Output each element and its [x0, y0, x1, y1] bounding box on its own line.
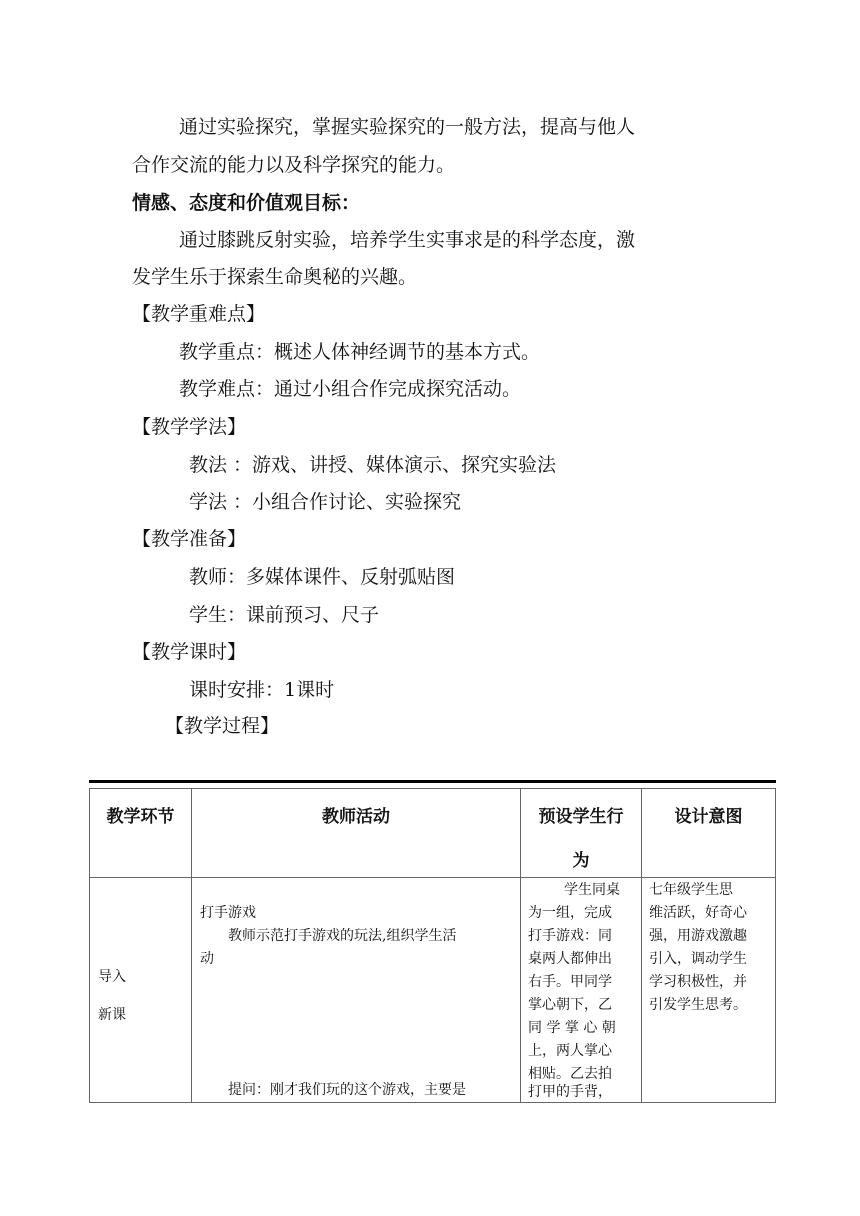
teacher-activity-line: 教师示范打手游戏的玩法,组织学生活 — [228, 928, 457, 944]
student-behavior-line: 右手。甲同学 — [528, 974, 612, 990]
section-heading: 【教学准备】 — [132, 528, 247, 550]
student-behavior-line: 同 学 掌 心 朝 — [528, 1020, 616, 1036]
teacher-question: 提问：刚才我们玩的这个游戏，主要是 — [228, 1082, 466, 1098]
student-behavior-line: 相贴。乙去拍 — [528, 1066, 612, 1082]
paragraph-line: 通过膝跳反射实验，培养学生实事求是的科学态度，激 — [179, 229, 636, 251]
teacher-activity-title: 打手游戏 — [200, 905, 256, 921]
table-col-border — [191, 788, 192, 1103]
student-behavior-line: 打甲的手背， — [528, 1084, 612, 1100]
process-table — [89, 780, 776, 1103]
student-behavior-line: 为一组，完成 — [528, 905, 612, 921]
paragraph-line: 发学生乐于探索生命奥秘的兴趣。 — [132, 266, 418, 288]
key-point: 教学重点：概述人体神经调节的基本方式。 — [179, 341, 541, 363]
header-stage: 教学环节 — [106, 807, 175, 827]
student-behavior-line: 桌两人都伸出 — [528, 951, 612, 967]
section-heading: 【教学重难点】 — [132, 303, 266, 325]
section-heading: 【教学课时】 — [132, 641, 247, 663]
section-heading: 【教学学法】 — [132, 416, 247, 438]
teaching-method: 教法 ：游戏、讲授、媒体演示、探究实验法 — [189, 454, 557, 476]
teacher-prep: 教师：多媒体课件、反射弧贴图 — [189, 566, 456, 588]
table-row-border — [89, 877, 776, 878]
header-intent: 设计意图 — [674, 807, 743, 827]
design-intent-line: 七年级学生思 — [649, 882, 733, 898]
design-intent-line: 引入，调动学生 — [649, 951, 747, 967]
section-heading: 【教学过程】 — [165, 715, 280, 737]
student-behavior-line: 学生同桌 — [564, 882, 620, 898]
table-header-border — [89, 788, 776, 789]
student-behavior-line: 打手游戏：同 — [528, 928, 612, 944]
table-col-border — [89, 788, 90, 1103]
stage-cell-line: 新课 — [98, 1007, 126, 1023]
table-col-border — [641, 788, 642, 1103]
student-prep: 学生：课前预习、尺子 — [189, 604, 380, 626]
table-top-rule — [89, 780, 776, 783]
student-behavior-line: 掌心朝下，乙 — [528, 997, 612, 1013]
class-hours: 课时安排：1课时 — [189, 679, 335, 701]
table-bottom-border — [89, 1102, 776, 1103]
paragraph-line: 通过实验探究，掌握实验探究的一般方法，提高与他人 — [179, 116, 636, 138]
header-student-cont: 为 — [572, 851, 590, 871]
student-behavior-line: 上，两人掌心 — [528, 1043, 612, 1059]
stage-cell-line: 导入 — [98, 969, 126, 985]
design-intent-line: 维活跃，好奇心 — [649, 905, 747, 921]
design-intent-line: 学习积极性，并 — [649, 974, 747, 990]
learning-method: 学法 ：小组合作讨论、实验探究 — [189, 491, 462, 513]
design-intent-line: 引发学生思考。 — [649, 997, 747, 1013]
paragraph-line: 合作交流的能力以及科学探究的能力。 — [132, 154, 456, 176]
teacher-activity-line: 动 — [200, 951, 214, 967]
table-col-border — [775, 788, 776, 1103]
difficult-point: 教学难点：通过小组合作完成探究活动。 — [179, 378, 522, 400]
design-intent-line: 强，用游戏激趣 — [649, 928, 747, 944]
header-student: 预设学生行 — [538, 807, 624, 827]
section-heading: 情感、态度和价值观目标： — [132, 192, 361, 214]
header-teacher: 教师活动 — [322, 807, 390, 827]
table-col-border — [520, 788, 521, 1103]
